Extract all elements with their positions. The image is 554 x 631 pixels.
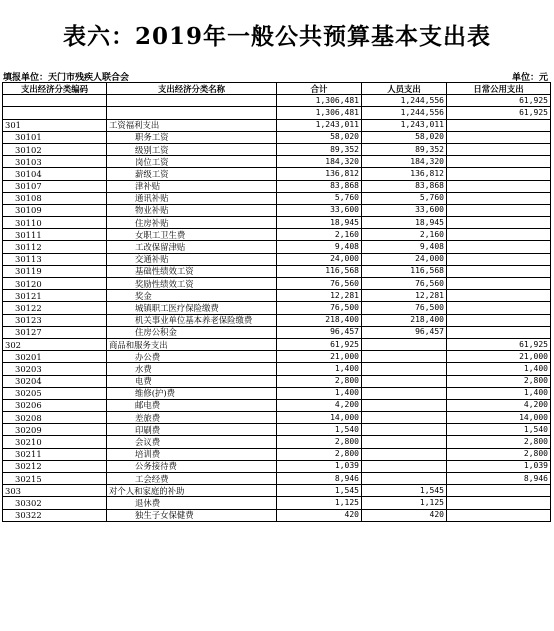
row-personnel: 1,244,556 bbox=[362, 95, 447, 107]
table-row bbox=[3, 363, 551, 375]
row-total: 76,500 bbox=[277, 302, 362, 314]
row-code: 302 bbox=[3, 338, 107, 350]
row-total: 33,600 bbox=[277, 204, 362, 216]
table-row bbox=[3, 241, 551, 253]
row-public bbox=[447, 241, 551, 253]
row-code: 30203 bbox=[3, 363, 107, 375]
row-name: 女职工卫生费 bbox=[107, 229, 277, 241]
row-total: 1,125 bbox=[277, 497, 362, 509]
row-total: 14,000 bbox=[277, 412, 362, 424]
row-name: 职务工资 bbox=[107, 131, 277, 143]
row-total: 2,160 bbox=[277, 229, 362, 241]
row-name: 电费 bbox=[107, 375, 277, 387]
page-title: 表六：2019年一般公共预算基本支出表 bbox=[62, 23, 491, 50]
row-name: 级别工资 bbox=[107, 143, 277, 155]
reporting-unit: 填报单位：天门市残疾人联合会 bbox=[3, 73, 130, 83]
row-name: 津补贴 bbox=[107, 180, 277, 192]
row-total: 5,760 bbox=[277, 192, 362, 204]
table-row bbox=[3, 131, 551, 143]
row-code bbox=[3, 95, 107, 107]
table-row bbox=[3, 278, 551, 290]
row-personnel bbox=[362, 460, 447, 472]
row-personnel: 136,812 bbox=[362, 168, 447, 180]
row-personnel bbox=[362, 387, 447, 399]
row-total: 2,800 bbox=[277, 448, 362, 460]
table-row bbox=[3, 399, 551, 411]
header-public: 日常公用支出 bbox=[447, 83, 551, 95]
row-code: 30107 bbox=[3, 180, 107, 192]
table-row bbox=[3, 302, 551, 314]
row-name: 物业补贴 bbox=[107, 204, 277, 216]
row-code: 30206 bbox=[3, 399, 107, 411]
row-personnel: 184,320 bbox=[362, 156, 447, 168]
row-public bbox=[447, 253, 551, 265]
row-personnel: 1,243,011 bbox=[362, 119, 447, 131]
table-row bbox=[3, 460, 551, 472]
row-name: 薪级工资 bbox=[107, 168, 277, 180]
table-row bbox=[3, 509, 551, 521]
row-code: 30120 bbox=[3, 278, 107, 290]
row-personnel bbox=[362, 351, 447, 363]
row-total: 116,568 bbox=[277, 265, 362, 277]
table-row bbox=[3, 192, 551, 204]
row-code: 30111 bbox=[3, 229, 107, 241]
row-code: 30210 bbox=[3, 436, 107, 448]
row-public bbox=[447, 131, 551, 143]
table-body bbox=[3, 95, 551, 522]
row-total: 18,945 bbox=[277, 217, 362, 229]
row-code: 30204 bbox=[3, 375, 107, 387]
row-name: 交通补贴 bbox=[107, 253, 277, 265]
row-code: 30109 bbox=[3, 204, 107, 216]
header-code: 支出经济分类编码 bbox=[3, 83, 107, 95]
row-code: 30112 bbox=[3, 241, 107, 253]
row-personnel: 2,160 bbox=[362, 229, 447, 241]
row-public bbox=[447, 302, 551, 314]
table-row bbox=[3, 168, 551, 180]
row-personnel: 5,760 bbox=[362, 192, 447, 204]
row-total: 1,545 bbox=[277, 485, 362, 497]
row-code: 30108 bbox=[3, 192, 107, 204]
row-personnel: 83,868 bbox=[362, 180, 447, 192]
row-code: 30103 bbox=[3, 156, 107, 168]
table-row bbox=[3, 497, 551, 509]
row-code: 30110 bbox=[3, 217, 107, 229]
row-public bbox=[447, 509, 551, 521]
table-row bbox=[3, 473, 551, 485]
row-public bbox=[447, 156, 551, 168]
row-public bbox=[447, 119, 551, 131]
row-public bbox=[447, 180, 551, 192]
row-code: 30127 bbox=[3, 326, 107, 338]
row-personnel: 218,400 bbox=[362, 314, 447, 326]
table-row bbox=[3, 351, 551, 363]
row-total: 4,200 bbox=[277, 399, 362, 411]
row-personnel: 1,244,556 bbox=[362, 107, 447, 119]
row-personnel: 9,408 bbox=[362, 241, 447, 253]
row-public bbox=[447, 217, 551, 229]
row-code: 30201 bbox=[3, 351, 107, 363]
row-total: 1,306,481 bbox=[277, 107, 362, 119]
row-public bbox=[447, 204, 551, 216]
table-row bbox=[3, 143, 551, 155]
row-code: 30113 bbox=[3, 253, 107, 265]
row-code: 30122 bbox=[3, 302, 107, 314]
row-public bbox=[447, 326, 551, 338]
row-public: 61,925 bbox=[447, 107, 551, 119]
row-personnel bbox=[362, 448, 447, 460]
row-total: 1,039 bbox=[277, 460, 362, 472]
row-total: 24,000 bbox=[277, 253, 362, 265]
row-personnel bbox=[362, 338, 447, 350]
row-personnel: 1,545 bbox=[362, 485, 447, 497]
row-personnel bbox=[362, 399, 447, 411]
row-public bbox=[447, 265, 551, 277]
row-code bbox=[3, 107, 107, 119]
row-name: 独生子女保健费 bbox=[107, 509, 277, 521]
row-name: 机关事业单位基本养老保险缴费 bbox=[107, 314, 277, 326]
row-total: 8,946 bbox=[277, 473, 362, 485]
row-name: 差旅费 bbox=[107, 412, 277, 424]
row-public bbox=[447, 192, 551, 204]
row-personnel bbox=[362, 363, 447, 375]
row-personnel: 116,568 bbox=[362, 265, 447, 277]
row-code: 30104 bbox=[3, 168, 107, 180]
row-code: 30121 bbox=[3, 290, 107, 302]
row-public bbox=[447, 229, 551, 241]
row-personnel: 89,352 bbox=[362, 143, 447, 155]
table-row bbox=[3, 326, 551, 338]
row-code: 301 bbox=[3, 119, 107, 131]
row-name: 维修(护)费 bbox=[107, 387, 277, 399]
row-name: 住房公积金 bbox=[107, 326, 277, 338]
row-total: 420 bbox=[277, 509, 362, 521]
row-name: 通讯补贴 bbox=[107, 192, 277, 204]
row-code: 30211 bbox=[3, 448, 107, 460]
row-personnel: 76,560 bbox=[362, 278, 447, 290]
row-personnel: 76,500 bbox=[362, 302, 447, 314]
table-row bbox=[3, 95, 551, 107]
row-code: 303 bbox=[3, 485, 107, 497]
row-code: 30123 bbox=[3, 314, 107, 326]
row-name: 岗位工资 bbox=[107, 156, 277, 168]
row-name: 退休费 bbox=[107, 497, 277, 509]
row-public: 61,925 bbox=[447, 338, 551, 350]
row-public: 21,000 bbox=[447, 351, 551, 363]
row-name: 奖金 bbox=[107, 290, 277, 302]
table-row bbox=[3, 119, 551, 131]
row-name bbox=[107, 95, 277, 107]
row-personnel bbox=[362, 375, 447, 387]
row-code: 30322 bbox=[3, 509, 107, 521]
row-public: 1,039 bbox=[447, 460, 551, 472]
row-public: 8,946 bbox=[447, 473, 551, 485]
table-row bbox=[3, 180, 551, 192]
row-name: 邮电费 bbox=[107, 399, 277, 411]
row-public: 1,540 bbox=[447, 424, 551, 436]
row-personnel: 33,600 bbox=[362, 204, 447, 216]
row-code: 30101 bbox=[3, 131, 107, 143]
row-total: 136,812 bbox=[277, 168, 362, 180]
row-code: 30102 bbox=[3, 143, 107, 155]
row-name: 基础性绩效工资 bbox=[107, 265, 277, 277]
table-row bbox=[3, 253, 551, 265]
row-public bbox=[447, 143, 551, 155]
row-total: 61,925 bbox=[277, 338, 362, 350]
row-name: 公务接待费 bbox=[107, 460, 277, 472]
row-name: 对个人和家庭的补助 bbox=[107, 485, 277, 497]
row-public: 61,925 bbox=[447, 95, 551, 107]
row-personnel: 18,945 bbox=[362, 217, 447, 229]
row-total: 1,243,011 bbox=[277, 119, 362, 131]
row-personnel: 24,000 bbox=[362, 253, 447, 265]
row-public: 4,200 bbox=[447, 399, 551, 411]
table-row bbox=[3, 485, 551, 497]
row-total: 2,800 bbox=[277, 375, 362, 387]
row-name: 奖励性绩效工资 bbox=[107, 278, 277, 290]
table-row bbox=[3, 436, 551, 448]
table-row bbox=[3, 375, 551, 387]
table-row bbox=[3, 424, 551, 436]
row-code: 30209 bbox=[3, 424, 107, 436]
budget-table bbox=[2, 82, 551, 522]
row-personnel: 12,281 bbox=[362, 290, 447, 302]
row-public: 1,400 bbox=[447, 363, 551, 375]
row-public: 2,800 bbox=[447, 375, 551, 387]
row-name: 工改保留津贴 bbox=[107, 241, 277, 253]
row-public bbox=[447, 485, 551, 497]
row-name: 住房补贴 bbox=[107, 217, 277, 229]
currency-unit: 单位：元 bbox=[511, 73, 548, 83]
table-row bbox=[3, 290, 551, 302]
table-row bbox=[3, 314, 551, 326]
row-total: 76,560 bbox=[277, 278, 362, 290]
row-total: 9,408 bbox=[277, 241, 362, 253]
row-total: 21,000 bbox=[277, 351, 362, 363]
row-public bbox=[447, 278, 551, 290]
row-personnel: 420 bbox=[362, 509, 447, 521]
table-row bbox=[3, 265, 551, 277]
row-code: 30302 bbox=[3, 497, 107, 509]
row-public bbox=[447, 168, 551, 180]
row-code: 30208 bbox=[3, 412, 107, 424]
header-total: 合计 bbox=[277, 83, 362, 95]
row-name: 会议费 bbox=[107, 436, 277, 448]
table-row bbox=[3, 156, 551, 168]
table-row bbox=[3, 448, 551, 460]
header-row bbox=[3, 83, 551, 95]
row-public bbox=[447, 314, 551, 326]
row-personnel bbox=[362, 412, 447, 424]
row-personnel bbox=[362, 436, 447, 448]
row-personnel: 1,125 bbox=[362, 497, 447, 509]
row-public bbox=[447, 497, 551, 509]
row-personnel bbox=[362, 424, 447, 436]
row-name: 水费 bbox=[107, 363, 277, 375]
row-total: 1,306,481 bbox=[277, 95, 362, 107]
row-public: 2,800 bbox=[447, 436, 551, 448]
row-code: 30212 bbox=[3, 460, 107, 472]
table-row bbox=[3, 229, 551, 241]
row-name: 商品和服务支出 bbox=[107, 338, 277, 350]
row-public: 1,400 bbox=[447, 387, 551, 399]
row-total: 83,868 bbox=[277, 180, 362, 192]
row-public: 14,000 bbox=[447, 412, 551, 424]
row-personnel bbox=[362, 473, 447, 485]
row-total: 1,540 bbox=[277, 424, 362, 436]
row-total: 1,400 bbox=[277, 363, 362, 375]
row-total: 96,457 bbox=[277, 326, 362, 338]
table-row bbox=[3, 107, 551, 119]
row-name: 培训费 bbox=[107, 448, 277, 460]
table-row bbox=[3, 338, 551, 350]
row-public: 2,800 bbox=[447, 448, 551, 460]
row-code: 30119 bbox=[3, 265, 107, 277]
table-row bbox=[3, 204, 551, 216]
table-row bbox=[3, 412, 551, 424]
row-name: 城镇职工医疗保险缴费 bbox=[107, 302, 277, 314]
row-total: 2,800 bbox=[277, 436, 362, 448]
row-personnel: 58,020 bbox=[362, 131, 447, 143]
row-code: 30215 bbox=[3, 473, 107, 485]
row-total: 218,400 bbox=[277, 314, 362, 326]
row-total: 1,400 bbox=[277, 387, 362, 399]
row-public bbox=[447, 290, 551, 302]
row-code: 30205 bbox=[3, 387, 107, 399]
row-name: 办公费 bbox=[107, 351, 277, 363]
row-personnel: 96,457 bbox=[362, 326, 447, 338]
row-name bbox=[107, 107, 277, 119]
row-name: 工资福利支出 bbox=[107, 119, 277, 131]
row-total: 184,320 bbox=[277, 156, 362, 168]
row-name: 工会经费 bbox=[107, 473, 277, 485]
row-total: 58,020 bbox=[277, 131, 362, 143]
table-row bbox=[3, 217, 551, 229]
row-total: 12,281 bbox=[277, 290, 362, 302]
row-total: 89,352 bbox=[277, 143, 362, 155]
header-name: 支出经济分类名称 bbox=[107, 83, 277, 95]
row-name: 印刷费 bbox=[107, 424, 277, 436]
table-row bbox=[3, 387, 551, 399]
header-personnel: 人员支出 bbox=[362, 83, 447, 95]
